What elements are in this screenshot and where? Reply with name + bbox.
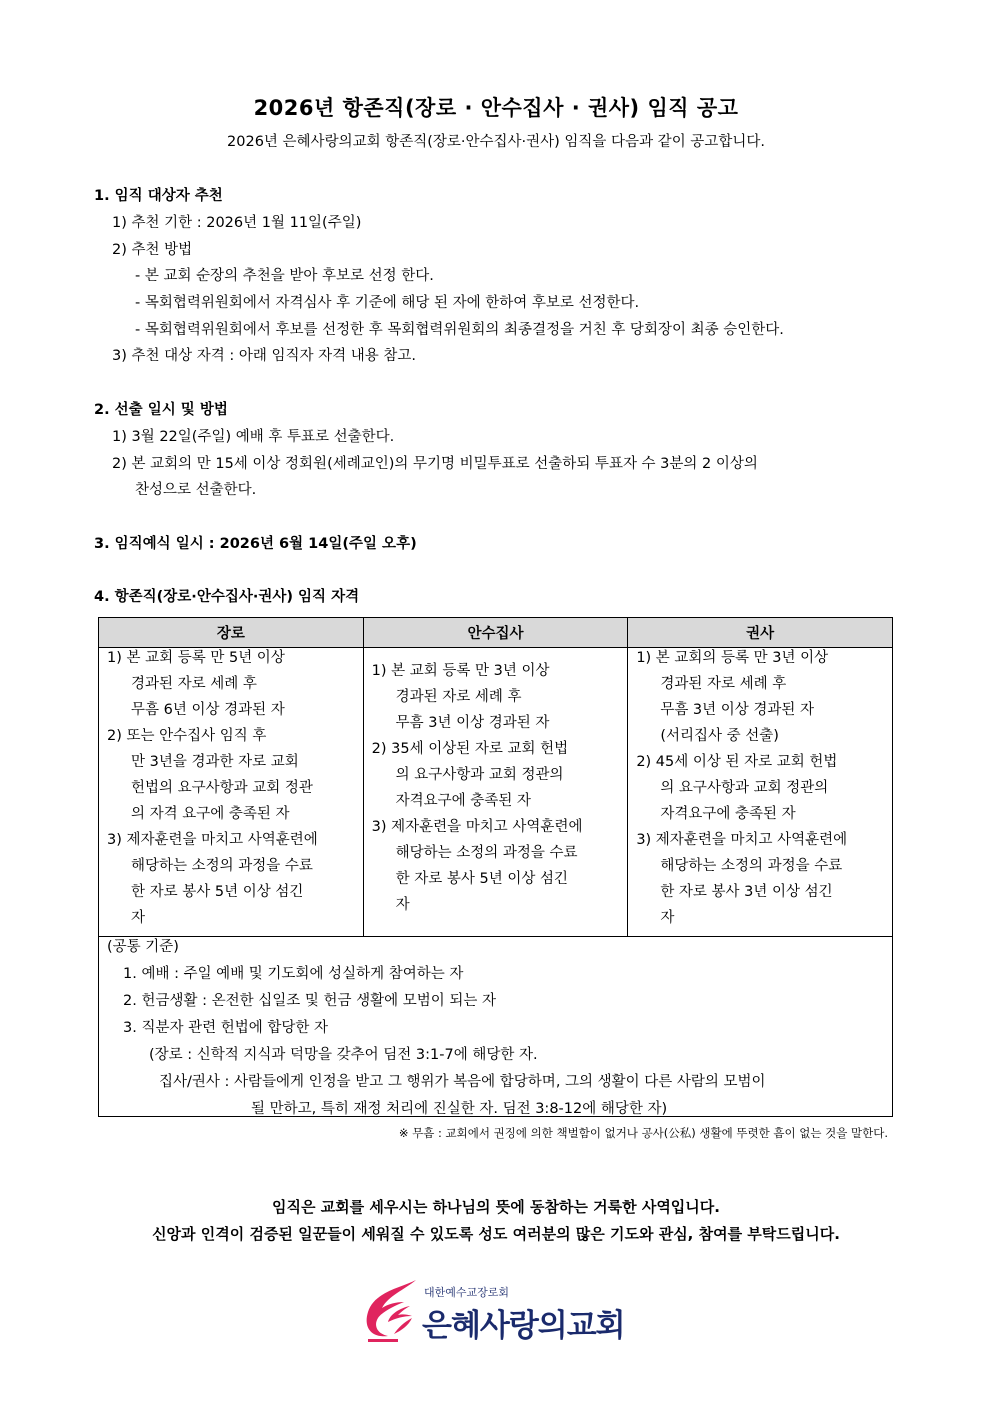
qualification-line: 자 [131,910,146,926]
qualification-line: 2) 35세 이상된 자로 교회 헌법 [371,741,569,757]
qualification-line: 자격요구에 충족된 자 [660,806,796,822]
section-1-item: 2) 추천 방법 [112,242,193,258]
qualification-line: 만 3년을 경과한 자로 교회 [131,754,299,770]
qualification-line: 해당하는 소정의 과정을 수료 [660,858,843,874]
qualification-table [98,617,893,1117]
qualification-line: 경과된 자로 세례 후 [131,676,257,692]
qualification-line: 1) 본 교회의 등록 만 3년 이상 [636,650,829,666]
section-2-item: 1) 3월 22일(주일) 예배 후 투표로 선출한다. [112,429,395,445]
qualification-line: 의 요구사항과 교회 정관의 [660,780,829,796]
qualification-line: 한 자로 봉사 5년 이상 섬긴 [395,871,568,887]
qualification-line: 2) 45세 이상 된 자로 교회 헌법 [636,754,838,770]
common-criteria-item: 3. 직분자 관련 헌법에 합당한 자 [123,1020,328,1036]
qualification-line: 1) 본 교회 등록 만 5년 이상 [107,650,285,666]
qualification-line: 3) 제자훈련을 마치고 사역훈련에 [107,832,318,848]
qualification-line: 한 자로 봉사 3년 이상 섬긴 [660,884,833,900]
section-1-item: 3) 추천 대상 자격 : 아래 임직자 자격 내용 참고. [112,348,416,364]
qualification-line: 의 자격 요구에 충족된 자 [131,806,290,822]
common-criteria-note: 될 만하고, 특히 재정 처리에 진실한 자. 딤전 3:8-12에 해당한 자) [251,1101,668,1117]
qualification-line: 해당하는 소정의 과정을 수료 [395,845,578,861]
section-4-heading: 4. 항존직(장로·안수집사·권사) 임직 자격 [94,589,360,605]
common-criteria-note: 집사/권사 : 사람들에게 인정을 받고 그 행위가 복음에 합당하며, 그의 생활이 다른 사람의 모범이 [159,1074,766,1090]
section-2-item-continued: 찬성으로 선출한다. [135,482,257,498]
qualification-line: 자 [395,897,410,913]
qualification-line: 자 [660,910,675,926]
flame-icon [360,1278,422,1344]
common-criteria-note: (장로 : 신학적 지식과 덕망을 갖추어 딤전 3:1-7에 해당한 자. [149,1047,538,1063]
common-criteria-row [99,937,893,1117]
section-2-item: 2) 본 교회의 만 15세 이상 정회원(세례교인)의 무기명 비밀투표로 선출하되 투표자 수 3분의 2 이상의 [112,456,758,472]
header-kwonsa: 권사 [628,618,893,648]
closing-line-1: 임직은 교회를 세우시는 하나님의 뜻에 동참하는 거룩한 사역입니다. [272,1198,720,1216]
section-3-heading: 3. 임직예식 일시 : 2026년 6월 14일(주일 오후) [94,536,417,552]
document-subtitle: 2026년 은혜사랑의교회 항존직(장로·안수집사·권사) 임직을 다음과 같이 공고합니다. [227,134,765,150]
section-2-heading: 2. 선출 일시 및 방법 [94,402,228,418]
qualification-line: 한 자로 봉사 5년 이상 섬긴 [131,884,304,900]
kwonsa-qualifications [628,648,893,937]
qualification-line: 무흠 6년 이상 경과된 자 [131,702,285,718]
document-title: 2026년 항존직(장로 · 안수집사 · 권사) 임직 공고 [253,96,739,120]
section-1-subitem: - 본 교회 순장의 추천을 받아 후보로 선정 한다. [135,268,434,284]
table-row [99,648,893,937]
church-name: 은혜사랑의교회 [422,1308,625,1344]
table-header-row [99,618,893,648]
denomination-label: 대한예수교장로회 [424,1286,510,1299]
qualification-line: 해당하는 소정의 과정을 수료 [131,858,313,874]
section-1-item: 1) 추천 기한 : 2026년 1월 11일(주일) [112,215,362,231]
section-1-subitem: - 목회협력위원회에서 자격심사 후 기준에 해당 된 자에 한하여 후보로 선정한다. [135,295,640,311]
qualification-line: 경과된 자로 세례 후 [660,676,787,692]
qualification-line: 3) 제자훈련을 마치고 사역훈련에 [371,819,583,835]
common-criteria-item: 2. 헌금생활 : 온전한 십일조 및 헌금 생활에 모범이 되는 자 [123,993,496,1009]
section-1-heading: 1. 임직 대상자 추천 [94,188,223,204]
section-1-subitem: - 목회협력위원회에서 후보를 선정한 후 목회협력위원회의 최종결정을 거친 후 당회장이 최종 승인한다. [135,322,784,338]
qualification-line: (서리집사 중 선출) [660,728,779,744]
elder-qualifications [99,648,364,937]
footnote: ※ 무흠 : 교회에서 권징에 의한 책벌함이 없거나 공사(公私) 생활에 뚜렷한 흠이 없는 것을 말한다. [398,1126,888,1140]
church-logo [360,1278,660,1348]
qualification-line: 자격요구에 충족된 자 [395,793,531,809]
common-criteria-item: 1. 예배 : 주일 예배 및 기도회에 성실하게 참여하는 자 [123,966,464,982]
header-ordained-deacon: 안수집사 [363,618,628,648]
qualification-line: 2) 또는 안수집사 임직 후 [107,728,267,744]
qualification-line: 무흠 3년 이상 경과된 자 [660,702,815,718]
qualification-line: 무흠 3년 이상 경과된 자 [395,715,550,731]
deacon-qualifications [363,648,628,937]
qualification-line: 의 요구사항과 교회 정관의 [395,767,564,783]
qualification-line: 경과된 자로 세례 후 [395,689,522,705]
common-criteria [99,937,893,1117]
closing-line-2: 신앙과 인격이 검증된 일꾼들이 세워질 수 있도록 성도 여러분의 많은 기도와 관심, 참여를 부탁드립니다. [152,1225,840,1243]
header-elder: 장로 [99,618,364,648]
qualification-line: 1) 본 교회 등록 만 3년 이상 [371,663,550,679]
qualification-line: 헌법의 요구사항과 교회 정관 [131,780,313,796]
common-criteria-label: (공통 기준) [107,939,179,955]
qualification-line: 3) 제자훈련을 마치고 사역훈련에 [636,832,848,848]
